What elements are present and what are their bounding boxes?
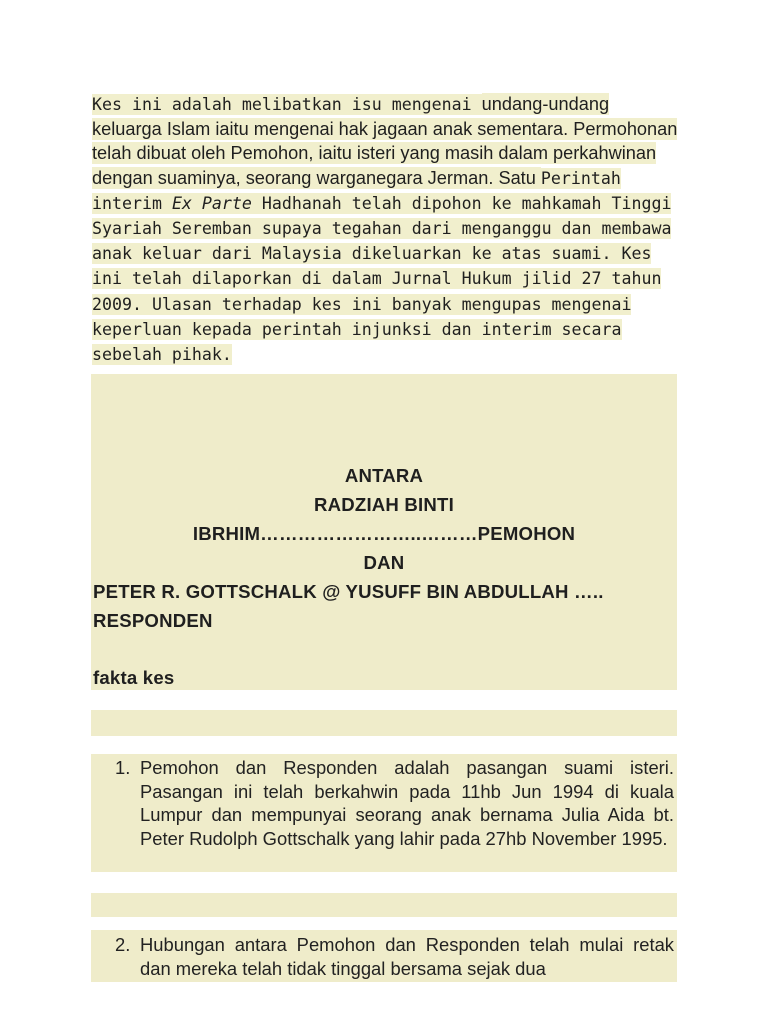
dan-label: DAN: [363, 552, 405, 573]
intro-paragraph: [92, 92, 682, 367]
intro-text-4: Hadhanah telah dipohon ke mahkamah Tinggi Syariah Seremban supaya tegahan dari menganggu dan membawa anak keluar dari Malaysia dikeluarkan ke atas suami. Kes ini telah dilaporkan di dalam Jurnal Hukum jilid 27 tahun 2009. Ulasan terhadap kes ini banyak mengupas mengenai keperluan kepada perintah injunksi dan interim secara sebelah pihak.: [92, 193, 672, 365]
intro-text-3: Perintah interim: [92, 168, 621, 213]
fact-number: 2.: [115, 934, 131, 955]
spacer-block: [91, 710, 677, 736]
respondent-role: RESPONDEN: [93, 610, 213, 631]
fact-item-1: [91, 754, 677, 872]
respondent-name: PETER R. GOTTSCHALK @ YUSUFF BIN ABDULLAH …..: [93, 581, 604, 602]
fact-item-2: [91, 930, 677, 982]
intro-text-2: undang-undang keluarga Islam iaitu mengenai hak jagaan anak sementara. Permohonan telah dibuat oleh Pemohon, iaitu isteri yang masih dalam perkahwinan dengan suaminya, seorang warganegara Jerman. Satu: [92, 94, 678, 188]
fact-text: Hubungan antara Pemohon dan Responden telah mulai retak dan mereka telah tidak tinggal bersama sejak dua: [140, 934, 674, 979]
intro-text-italic: Ex Parte: [171, 193, 252, 213]
applicant-name: RADZIAH BINTI: [314, 494, 454, 515]
applicant-role-line: IBRHIM……………………..………PEMOHON: [192, 523, 576, 544]
spacer-block: [91, 893, 677, 917]
parties-block: [91, 374, 677, 690]
facts-heading: fakta kes: [93, 667, 175, 688]
antara-label: ANTARA: [344, 465, 424, 486]
fact-text: Pemohon dan Responden adalah pasangan suami isteri. Pasangan ini telah berkahwin pada 11hb Jun 1994 di kuala Lumpur dan mempunyai seorang anak bernama Julia Aida bt. Peter Rudolph Gottschalk yang lahir pada 27hb November 1995.: [140, 757, 674, 849]
fact-number: 1.: [115, 757, 131, 778]
intro-text-1: Kes ini adalah melibatkan isu mengenai: [92, 95, 482, 114]
